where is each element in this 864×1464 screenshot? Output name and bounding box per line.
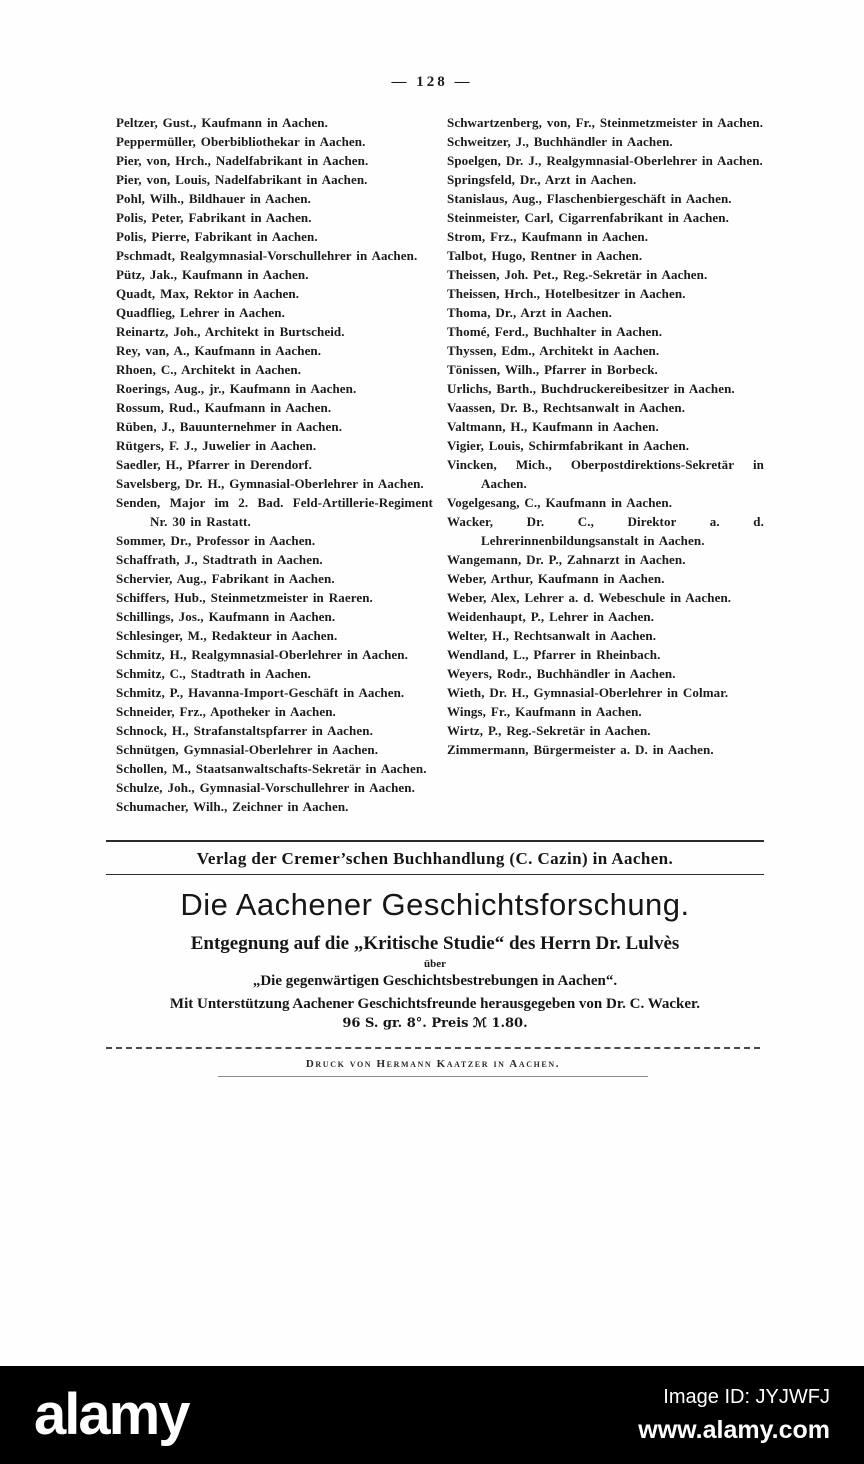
scanned-document-page	[0, 74, 864, 1447]
directory-entry: Rüben, J., Bauunternehmer in Aachen.	[116, 419, 343, 434]
directory-entry: Schmitz, H., Realgymnasial-Oberlehrer in Aachen.	[116, 647, 408, 662]
directory-entry: Vogelgesang, C., Kaufmann in Aachen.	[447, 495, 673, 510]
ad-subtitle: Entgegnung auf die „Kritische Studie“ des Herrn Dr. Lulvès	[190, 933, 680, 954]
directory-entry: Vaassen, Dr. B., Rechtsanwalt in Aachen.	[447, 400, 686, 415]
directory-entry: Schumacher, Wilh., Zeichner in Aachen.	[116, 799, 349, 814]
directory-entry: Wendland, L., Pfarrer in Rheinbach.	[447, 647, 661, 662]
directory-entry: Thyssen, Edm., Architekt in Aachen.	[447, 343, 660, 358]
directory-entry: Weyers, Rodr., Buchhändler in Aachen.	[447, 666, 676, 681]
directory-entry: Schulze, Joh., Gymnasial-Vorschullehrer in Aachen.	[116, 780, 415, 795]
imprint-bottom-rule	[218, 1076, 648, 1077]
alamy-info	[638, 1386, 830, 1445]
directory-entry: Quadt, Max, Rektor in Aachen.	[116, 286, 300, 301]
directory-entry: Sommer, Dr., Professor in Aachen.	[116, 533, 316, 548]
page-number: — 128 —	[391, 74, 473, 90]
directory-entry: Thoma, Dr., Arzt in Aachen.	[447, 305, 612, 320]
directory-entry: Strom, Frz., Kaufmann in Aachen.	[447, 229, 649, 244]
directory-entry: Quadflieg, Lehrer in Aachen.	[116, 305, 285, 320]
directory-entry: Valtmann, H., Kaufmann in Aachen.	[447, 419, 659, 434]
directory-entry: Schollen, M., Staatsanwaltschafts-Sekretär in Aachen.	[116, 761, 427, 776]
directory-entry: Tönissen, Wilh., Pfarrer in Borbeck.	[447, 362, 658, 377]
directory-entry: Weber, Alex, Lehrer a. d. Webeschule in Aachen.	[447, 590, 732, 605]
directory-entry: Urlichs, Barth., Buchdruckereibesitzer in Aachen.	[447, 381, 735, 396]
ad-mid-rule	[106, 874, 764, 875]
ad-work-title: „Die gegenwärtigen Geschichtsbestrebungen in Aachen“.	[252, 973, 618, 989]
directory-entry: Schnütgen, Gymnasial-Oberlehrer in Aachen.	[116, 742, 379, 757]
directory-entry: Theissen, Hrch., Hotelbesitzer in Aachen.	[447, 286, 686, 301]
directory-entry: Schiffers, Hub., Steinmetzmeister in Raeren.	[116, 590, 373, 605]
directory-column-right	[447, 113, 764, 816]
directory-entry: Steinmeister, Carl, Cigarrenfabrikant in Aachen.	[447, 210, 729, 225]
directory-entry: Wieth, Dr. H., Gymnasial-Oberlehrer in Colmar.	[447, 685, 729, 700]
directory-entry: Schmitz, C., Stadtrath in Aachen.	[116, 666, 311, 681]
directory-entry: Schnock, H., Strafanstaltspfarrer in Aachen.	[116, 723, 373, 738]
imprint-section	[106, 1047, 760, 1077]
directory-entry: Savelsberg, Dr. H., Gymnasial-Oberlehrer in Aachen.	[116, 476, 424, 491]
directory-entry: Polis, Peter, Fabrikant in Aachen.	[116, 210, 312, 225]
directory-entry: Reinartz, Joh., Architekt in Burtscheid.	[116, 324, 345, 339]
directory-entry: Schneider, Frz., Apotheker in Aachen.	[116, 704, 336, 719]
ad-top-rule	[106, 840, 764, 842]
directory-entry: Schlesinger, M., Redakteur in Aachen.	[116, 628, 338, 643]
directory-entry: Polis, Pierre, Fabrikant in Aachen.	[116, 229, 318, 244]
directory-columns	[0, 91, 864, 816]
imprint-dashed-rule	[106, 1047, 760, 1049]
directory-entry: Weber, Arthur, Kaufmann in Aachen.	[447, 571, 665, 586]
directory-entry: Schmitz, P., Havanna-Import-Geschäft in Aachen.	[116, 685, 405, 700]
directory-entry: Pütz, Jak., Kaufmann in Aachen.	[116, 267, 309, 282]
directory-entry: Schwartzenberg, von, Fr., Steinmetzmeister in Aachen.	[447, 115, 764, 130]
directory-entry: Schillings, Jos., Kaufmann in Aachen.	[116, 609, 336, 624]
directory-entry: Wirtz, P., Reg.-Sekretär in Aachen.	[447, 723, 651, 738]
directory-entry: Senden, Major im 2. Bad. Feld-Artillerie-Regiment Nr. 30 in Rastatt.	[116, 495, 433, 529]
directory-entry: Rey, van, A., Kaufmann in Aachen.	[116, 343, 322, 358]
image-id-label: Image ID: JYJWFJ	[663, 1385, 830, 1408]
directory-entry: Peppermüller, Oberbibliothekar in Aachen.	[116, 134, 366, 149]
directory-entry: Springsfeld, Dr., Arzt in Aachen.	[447, 172, 637, 187]
ad-connector: über	[424, 958, 446, 970]
advertisement-section	[106, 840, 764, 1031]
directory-entry: Pier, von, Hrch., Nadelfabrikant in Aachen.	[116, 153, 369, 168]
ad-price-line: 96 S. gr. 8°. Preis ℳ 1.80.	[342, 1016, 528, 1031]
directory-entry: Rhoen, C., Architekt in Aachen.	[116, 362, 302, 377]
directory-entry: Thomé, Ferd., Buchhalter in Aachen.	[447, 324, 663, 339]
alamy-watermark-bar	[0, 1366, 864, 1464]
directory-entry: Zimmermann, Bürgermeister a. D. in Aachen.	[447, 742, 714, 757]
directory-entry: Weidenhaupt, P., Lehrer in Aachen.	[447, 609, 655, 624]
directory-entry: Peltzer, Gust., Kaufmann in Aachen.	[116, 115, 328, 130]
alamy-logo: alamy	[34, 1382, 189, 1447]
directory-entry: Saedler, H., Pfarrer in Derendorf.	[116, 457, 312, 472]
directory-entry: Schweitzer, J., Buchhändler in Aachen.	[447, 134, 673, 149]
directory-entry: Roerings, Aug., jr., Kaufmann in Aachen.	[116, 381, 357, 396]
directory-entry: Spoelgen, Dr. J., Realgymnasial-Oberlehrer in Aachen.	[447, 153, 763, 168]
directory-entry: Vigier, Louis, Schirmfabrikant in Aachen.	[447, 438, 690, 453]
ad-support-line: Mit Unterstützung Aachener Geschichtsfreunde herausgegeben von Dr. C. Wacker.	[169, 996, 701, 1012]
publisher-line: Verlag der Cremer’schen Buchhandlung (C. Cazin) in Aachen.	[196, 849, 674, 868]
directory-entry: Pohl, Wilh., Bildhauer in Aachen.	[116, 191, 311, 206]
directory-entry: Vincken, Mich., Oberpostdirektions-Sekretär in Aachen.	[447, 457, 764, 491]
directory-entry: Welter, H., Rechtsanwalt in Aachen.	[447, 628, 657, 643]
directory-column-left	[116, 113, 433, 816]
directory-entry: Rütgers, F. J., Juwelier in Aachen.	[116, 438, 317, 453]
directory-entry: Wings, Fr., Kaufmann in Aachen.	[447, 704, 642, 719]
directory-entry: Rossum, Rud., Kaufmann in Aachen.	[116, 400, 332, 415]
ad-title: Die Aachener Geschichtsforschung.	[180, 887, 690, 922]
alamy-url: www.alamy.com	[638, 1415, 830, 1444]
directory-entry: Pschmadt, Realgymnasial-Vorschullehrer in Aachen.	[116, 248, 418, 263]
directory-entry: Schaffrath, J., Stadtrath in Aachen.	[116, 552, 323, 567]
directory-entry: Talbot, Hugo, Rentner in Aachen.	[447, 248, 643, 263]
directory-entry: Wangemann, Dr. P., Zahnarzt in Aachen.	[447, 552, 686, 567]
directory-entry: Pier, von, Louis, Nadelfabrikant in Aachen.	[116, 172, 368, 187]
directory-entry: Theissen, Joh. Pet., Reg.-Sekretär in Aachen.	[447, 267, 708, 282]
directory-entry: Wacker, Dr. C., Direktor a. d. Lehrerinnenbildungsanstalt in Aachen.	[447, 514, 764, 548]
directory-entry: Schervier, Aug., Fabrikant in Aachen.	[116, 571, 335, 586]
printer-line: Druck von Hermann Kaatzer in Aachen.	[305, 1058, 561, 1070]
directory-entry: Stanislaus, Aug., Flaschenbiergeschäft in Aachen.	[447, 191, 732, 206]
